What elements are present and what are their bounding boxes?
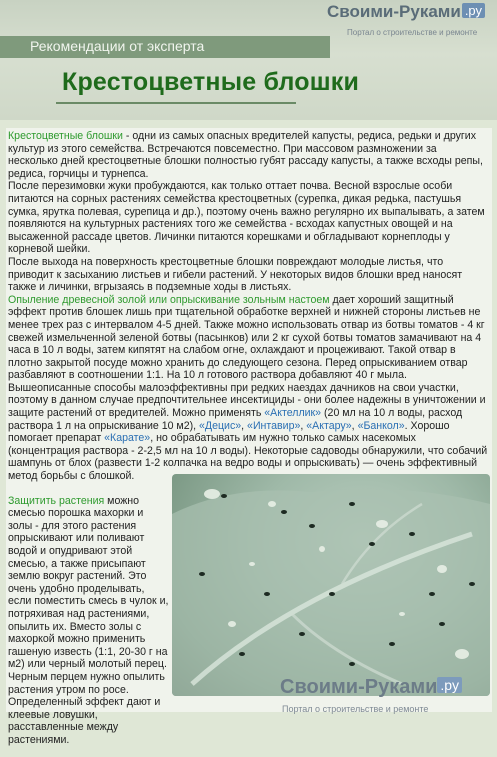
p5-text-b: (20 мл на 10 л воды, расход раствора 1 л на опрыскивание 10 м2), xyxy=(8,407,463,432)
p5-text-d: , но обрабатывать им нужно только самых насекомых (концентрация раствора - 2-2,5 мл на 10 л воды). Некоторые садоводы обнаружили, что собачий шампунь от блох (развести 1-2 колпачка на ведро воды и опрыскивать) — очень эффективный метод борьбы с блошкой. xyxy=(8,432,488,483)
p5-sep-2: , xyxy=(300,419,307,432)
site-logo-top[interactable] xyxy=(327,2,487,40)
site-domain-badge-bottom: .ру xyxy=(437,677,462,693)
p5-text-a: Вышеописанные способы малоэффективны при редких наездах дачников на свои участки, поэтому в данном случае предпочтительнее инсектициды - они более надежны в уничтожении и защите растений от вредителей. Можно применять xyxy=(8,381,486,420)
article-text-top xyxy=(8,130,488,483)
product-actellic: «Актеллик» xyxy=(264,407,322,420)
leaf-photo xyxy=(172,474,490,696)
site-domain-badge: .ру xyxy=(462,3,485,18)
subtitle-stripe xyxy=(0,36,330,58)
article-text-side xyxy=(8,484,170,757)
product-intavir: «Интавир» xyxy=(247,419,301,432)
leaf-with-beetles-image xyxy=(172,474,490,696)
product-bankol: «Банкол» xyxy=(357,419,405,432)
site-brand: Своими-Руками xyxy=(327,2,461,21)
site-logo-bottom[interactable] xyxy=(280,676,490,717)
article-body xyxy=(6,128,492,746)
paragraph-ash-text: дает хороший защитный эффект против блошек лишь при тщательной обработке верхней и нижней стороны листьев не менее трех раз с интервалом 4-5 дней. Также можно использовать отвар из ботвы томатов - 4 кг свежей измельченной зеленой ботвы (пасынков) или 2 кг сухой ботвы томатов замачивают на 4 часа в 10 л воды, затем кипятят на слабом огне, охлаждают и процеживают. Такой отвар в плотно закрытой посуде можно хранить до следующего сезона. Перед опрыскиванием отвар разбавляют в соотношении 1:1. На 10 л готового раствора добавляют 40 г мыла. xyxy=(8,293,485,382)
term-ash-treatment: Опыление древесной золой или опрыскивание зольным настоем xyxy=(8,293,330,306)
product-aktara: «Актару» xyxy=(306,419,352,432)
title-underline xyxy=(56,102,296,104)
page-title: Крестоцветные блошки xyxy=(62,68,360,96)
term-flea-beetles: Крестоцветные блошки xyxy=(8,130,123,142)
site-brand-bottom: Своими-Руками xyxy=(280,676,438,698)
p5-text-c: . Хорошо помогает препарат xyxy=(8,419,450,445)
site-tagline-bottom: Портал о строительстве и ремонте xyxy=(282,704,429,714)
product-decis: «Децис» xyxy=(199,419,242,432)
paragraph-damage: После выхода на поверхность крестоцветные блошки повреждают молодые листья, что приводит к засыханию листьев и гибели растений. У некоторых видов блошки вред наносят также и личинки, вгрызаясь в подземные ходы в листьях. xyxy=(8,255,463,294)
paragraph-intro-text: - одни из самых опасных вредителей капусты, редиса, редьки и других культур из этого семейства. Встречаются повсеместно. При массовом размножении за несколько дней крестоцветные блошки полностью губят рассаду капусты, а также всходы репы, редиса, горчицы и турнепса. xyxy=(8,130,483,180)
paragraph-overwinter: После перезимовки жуки пробуждаются, как только оттает почва. Весной взрослые особи питаются на сорных растениях семейства крестоцветных (сурепка, дикая редька, пастушья сумка, ярутка полевая, сурепица и др.), поэтому очень важно регулярно их выпалывать, а затем появляются на культурных растениях того же семейства - всходах капустных овощей и на высаженной рассаде цветов. Личинки питаются корешками и обгладывают корнеплоды у корневой шейки. xyxy=(8,180,485,256)
product-karate: «Карате» xyxy=(104,432,151,445)
header-banner xyxy=(0,0,497,120)
subtitle: Рекомендации от эксперта xyxy=(30,38,205,54)
term-protect-plants: Защитить растения xyxy=(8,494,105,507)
paragraph-protect-text: можно смесью порошка махорки и золы - для этого растения опрыскивают или поливают водой и опудривают этой смесью, а также присыпают землю вокруг растений. Это очень удобно проделывать, если поместить смесь в чулок и, потряхивая над растениями, опылить их. Вместо золы с махоркой можно применить гашеную известь (1:1, 20-30 г на м2) или черный молотый перец. Черным перцем нужно опылить растения утром по росе. Определенный эффект дают и клеевые ловушки, расставленные между растениями. xyxy=(8,494,169,746)
paragraph-intro xyxy=(8,130,488,180)
paragraph-insecticides xyxy=(8,382,488,483)
p5-sep-3: , xyxy=(351,419,358,432)
site-tagline: Портал о строительстве и ремонте xyxy=(347,28,478,37)
paragraph-protect xyxy=(8,495,170,747)
paragraph-ash xyxy=(8,294,488,382)
p5-sep-1: , xyxy=(241,419,248,432)
